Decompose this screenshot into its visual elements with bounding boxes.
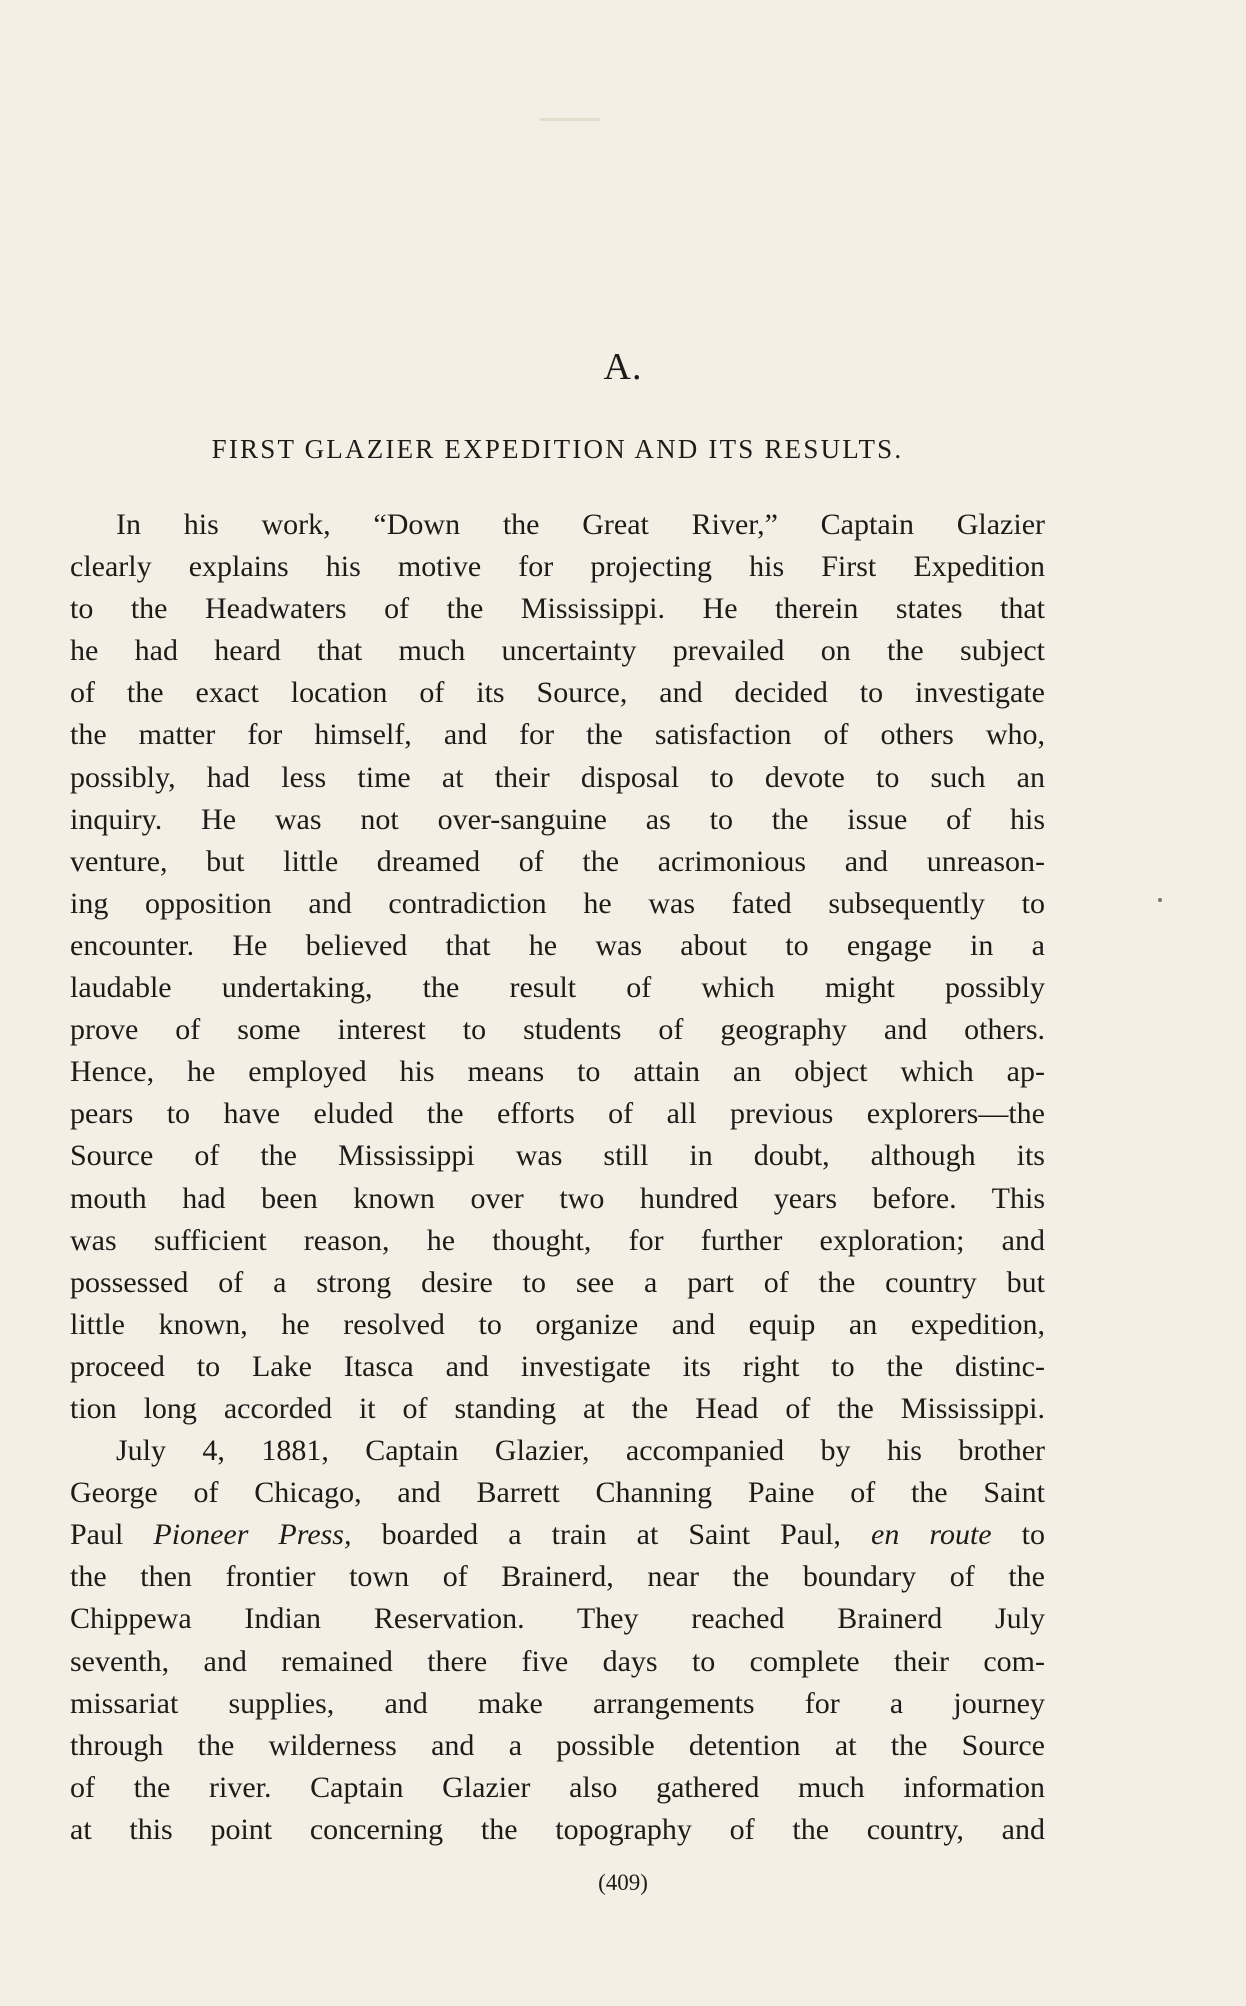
paper-blemish [540, 118, 600, 121]
text-line: encounter. He believed that he was about to engage in a [70, 928, 1045, 962]
text-line: prove of some interest to students of geography and others. [70, 1013, 1045, 1047]
text-line: seventh, and remained there five days to complete their com- [70, 1644, 1045, 1678]
text-line: was sufficient reason, he thought, for further exploration; and [70, 1223, 1045, 1257]
italic-phrase: en route [871, 1518, 992, 1552]
text-run: to [1021, 1518, 1045, 1552]
page-number: (409) [598, 1870, 648, 1895]
text-line: possibly, had less time at their disposal to devote to such an [70, 760, 1045, 794]
text-line: little known, he resolved to organize and equip an expedition, [70, 1307, 1045, 1341]
text-line: mouth had been known over two hundred years before. This [70, 1181, 1045, 1215]
ink-speck [1158, 898, 1162, 902]
text-line: the then frontier town of Brainerd, near the boundary of the [70, 1560, 1045, 1594]
text-line: July 4, 1881, Captain Glazier, accompanied by his brother [116, 1434, 1045, 1468]
text-line: tion long accorded it of standing at the Head of the Mississippi. [70, 1391, 1045, 1425]
text-line: possessed of a strong desire to see a part of the country but [70, 1265, 1045, 1299]
text-line: to the Headwaters of the Mississippi. He therein states that [70, 592, 1045, 626]
text-line: at this point concerning the topography of the country, and [70, 1812, 1045, 1846]
text-line: Hence, he employed his means to attain an object which ap- [70, 1055, 1045, 1089]
text-line: George of Chicago, and Barrett Channing Paine of the Saint [70, 1476, 1045, 1510]
body-text [70, 504, 1045, 1851]
text-line: Source of the Mississippi was still in doubt, although its [70, 1139, 1045, 1173]
text-line: of the river. Captain Glazier also gathered much information [70, 1770, 1045, 1804]
text-line: venture, but little dreamed of the acrimonious and unreason- [70, 844, 1045, 878]
section-title: FIRST GLAZIER EXPEDITION AND ITS RESULTS. [211, 434, 904, 464]
text-line: inquiry. He was not over-sanguine as to the issue of his [70, 802, 1045, 836]
text-line: pears to have eluded the efforts of all previous explorers—the [70, 1097, 1045, 1131]
text-line: through the wilderness and a possible detention at the Source [70, 1728, 1045, 1762]
text-line: In his work, “Down the Great River,” Captain Glazier [116, 508, 1045, 541]
text-line: ing opposition and contradiction he was fated subsequently to [70, 886, 1045, 920]
text-line: of the exact location of its Source, and decided to investigate [70, 676, 1045, 710]
text-line: clearly explains his motive for projecting his First Expedition [70, 550, 1045, 584]
text-run: Paul [70, 1518, 124, 1552]
text-line: the matter for himself, and for the satisfaction of others who, [70, 718, 1045, 752]
newspaper-title: Pioneer Press, [153, 1518, 352, 1552]
text-run: boarded a train at Saint Paul, [381, 1518, 841, 1552]
text-line-mixed [70, 1514, 1045, 1556]
text-line: he had heard that much uncertainty prevailed on the subject [70, 634, 1045, 668]
text-line: proceed to Lake Itasca and investigate its right to the distinc- [70, 1349, 1045, 1383]
text-line: missariat supplies, and make arrangements for a journey [70, 1686, 1045, 1720]
text-line: laudable undertaking, the result of which might possibly [70, 971, 1045, 1005]
text-line: Chippewa Indian Reservation. They reached Brainerd July [70, 1602, 1045, 1636]
section-letter: A. [603, 346, 643, 388]
